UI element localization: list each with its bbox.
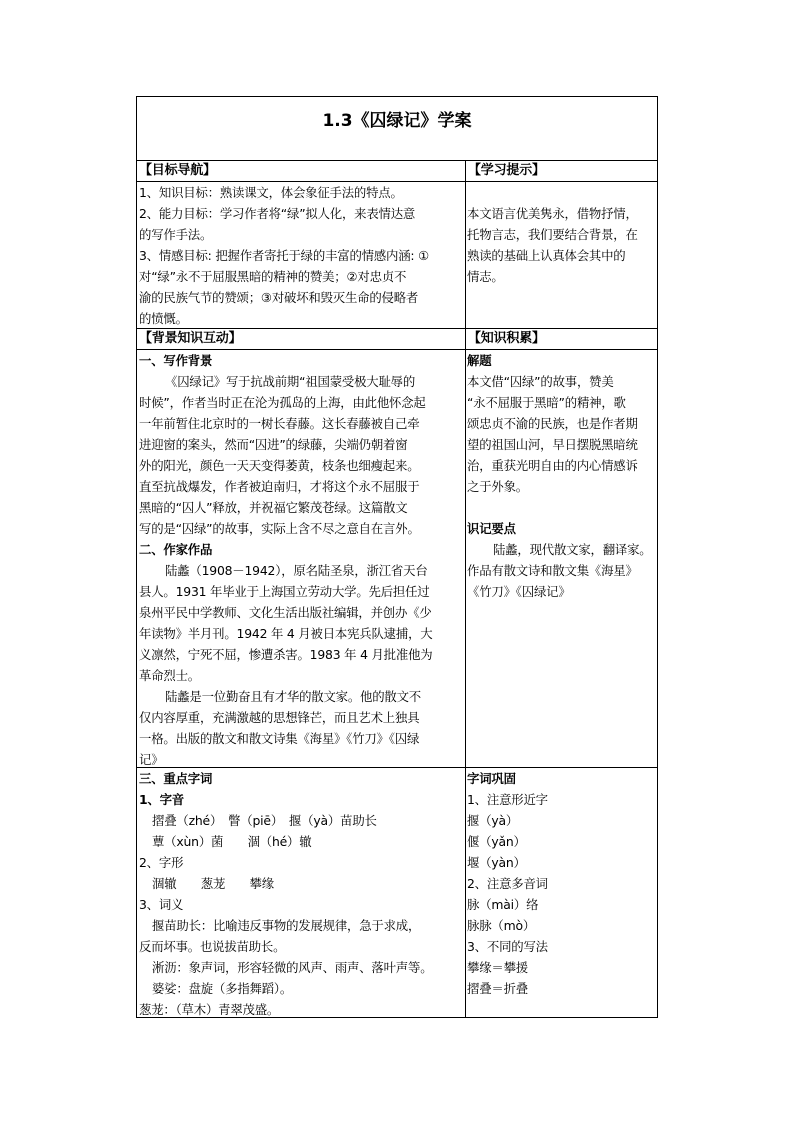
goal-line: 的愤慨。 <box>139 311 188 326</box>
word-line: 淅沥：象声词，形容轻微的风声、雨声、落叶声等。 <box>152 960 433 975</box>
tip-line: 情志。 <box>467 269 504 284</box>
word-line: 婆娑：盘旋（多指舞蹈）。 <box>152 981 293 996</box>
word-line: 蕈（xùn）菌 涸（hé）辙 <box>152 834 312 849</box>
pronunciation-heading: 1、字音 <box>139 792 184 807</box>
tip-line: 熟读的基础上认真体会其中的 <box>467 248 626 263</box>
background-content <box>139 350 464 770</box>
background-line: 进迎窗的案头，然而“囚进”的绿藤，尖端仍朝着窗 <box>139 437 408 452</box>
tip-line: 本文语言优美隽永，借物抒情， <box>467 206 638 221</box>
tips-header: 【学习提示】 <box>468 163 545 178</box>
background-line: 一年前暂住北京时的一树长春藤。这长春藤被自己牵 <box>139 416 420 431</box>
background-line: 直至抗战爆发，作者被迫南归，才将这个永不屈服于 <box>139 479 420 494</box>
key-point-line: 作品有散文诗和散文集《海星》 <box>467 563 638 578</box>
key-words-content <box>139 768 464 1020</box>
analysis-line: “永不屈服于黑暗”的精神，歌 <box>467 395 626 410</box>
column-divider <box>465 160 466 1017</box>
key-point-line: 《竹刀》《囚绿记》 <box>467 584 571 599</box>
author-line: 泉州平民中学教师、文化生活出版社编辑，并创办《少 <box>139 605 432 620</box>
word-line: 涸辙 葱茏 攀缘 <box>152 876 274 891</box>
background-line: 写的是“囚绿”的故事，实际上含不尽之意自在言外。 <box>139 521 420 536</box>
review-line: 攀缘＝攀援 <box>467 960 528 975</box>
goal-line: 对“绿”永不于屈服黑暗的精神的赞美；②对忠贞不 <box>139 269 407 284</box>
topic-analysis-heading: 解题 <box>467 353 492 368</box>
goal-line: 的写作手法。 <box>139 227 213 242</box>
word-line: 摺叠（zhé） 瞥（piē） 揠（yà）苗助长 <box>152 813 377 828</box>
background-header: 【背景知识互动】 <box>139 331 242 346</box>
knowledge-header: 【知识积累】 <box>468 331 545 346</box>
author-line: 记》 <box>139 752 164 767</box>
review-line: 脉（mài）络 <box>467 897 539 912</box>
analysis-line: 颂忠贞不渝的民族，也是作者期 <box>467 416 638 431</box>
goal-line: 渝的民族气节的赞颂；③对破坏和毁灭生命的侵略者 <box>139 290 419 305</box>
review-line: 脉脉（mò） <box>467 918 536 933</box>
author-line: 县人。1931 年毕业于上海国立劳动大学。先后担任过 <box>139 584 430 599</box>
author-line: 仅内容厚重，充满激越的思想锋芒，而且艺术上独具 <box>139 710 420 725</box>
goals-header: 【目标导航】 <box>139 163 216 178</box>
review-line: 3、不同的写法 <box>467 939 548 954</box>
word-line: 反而坏事。也说拔苗助长。 <box>139 939 286 954</box>
analysis-line: 望的祖国山河，早日摆脱黑暗统 <box>467 437 638 452</box>
analysis-line: 治，重获光明自由的内心情感诉 <box>467 458 638 473</box>
study-guide-table <box>136 96 658 1018</box>
key-points-heading: 识记要点 <box>467 521 516 536</box>
word-review-heading: 字词巩固 <box>467 771 516 786</box>
tips-content <box>467 203 657 287</box>
writing-background-heading: 一、写作背景 <box>139 353 213 368</box>
author-line: 年读物》半月刊。1942 年 4 月被日本宪兵队逮捕，大 <box>139 626 433 641</box>
goal-line: 1、知识目标：熟读课文，体会象征手法的特点。 <box>139 185 403 200</box>
key-point-line: 陆蠡，现代散文家，翻译家。 <box>493 542 652 557</box>
author-line: 义凛然，宁死不屈，惨遭杀害。1983 年 4 月批准他为 <box>139 647 433 662</box>
tip-line: 托物言志，我们要结合背景，在 <box>467 227 638 242</box>
review-line: 摺叠＝折叠 <box>467 981 528 996</box>
author-works-heading: 二、作家作品 <box>139 542 213 557</box>
background-line: 《囚绿记》写于抗战前期“祖国蒙受极大耻辱的 <box>165 374 416 389</box>
background-line: 外的阳光，颜色一天天变得萎黄，枝条也细瘦起来。 <box>139 458 420 473</box>
review-line: 2、注意多音词 <box>467 876 548 891</box>
word-line: 2、字形 <box>139 855 184 870</box>
author-line: 陆蠡（1908－1942），原名陆圣泉，浙江省天台 <box>165 563 428 578</box>
review-line: 偃（yǎn） <box>467 834 526 849</box>
background-line: 黑暗的“囚人”释放，并祝福它繁茂苍绿。这篇散文 <box>139 500 408 515</box>
review-line: 揠（yà） <box>467 813 519 828</box>
author-line: 陆蠡是一位勤奋且有才华的散文家。他的散文不 <box>165 689 422 704</box>
key-words-heading: 三、重点字词 <box>139 771 213 786</box>
word-review-content <box>467 768 657 999</box>
review-line: 1、注意形近字 <box>467 792 548 807</box>
author-line: 革命烈士。 <box>139 668 200 683</box>
background-line: 时候”，作者当时正在沦为孤岛的上海，由此他怀念起 <box>139 395 426 410</box>
review-line: 堰（yàn） <box>467 855 526 870</box>
goals-content <box>139 182 464 329</box>
analysis-line: 之于外象。 <box>467 479 528 494</box>
knowledge-content <box>467 350 657 602</box>
word-line: 3、词义 <box>139 897 184 912</box>
word-line: 葱茏：（草木）青翠茂盛。 <box>139 1002 280 1017</box>
page-title: 1.3《囚绿记》学案 <box>322 111 472 131</box>
word-line: 揠苗助长：比喻违反事物的发展规律，急于求成， <box>152 918 421 933</box>
author-line: 一格。出版的散文和散文诗集《海星》《竹刀》《囚绿 <box>139 731 420 746</box>
analysis-line: 本文借“囚绿”的故事，赞美 <box>467 374 614 389</box>
goal-line: 2、能力目标：学习作者将“绿”拟人化，来表情达意 <box>139 206 416 221</box>
goal-line: 3、情感目标: 把握作者寄托于绿的丰富的情感内涵: ① <box>139 248 430 263</box>
